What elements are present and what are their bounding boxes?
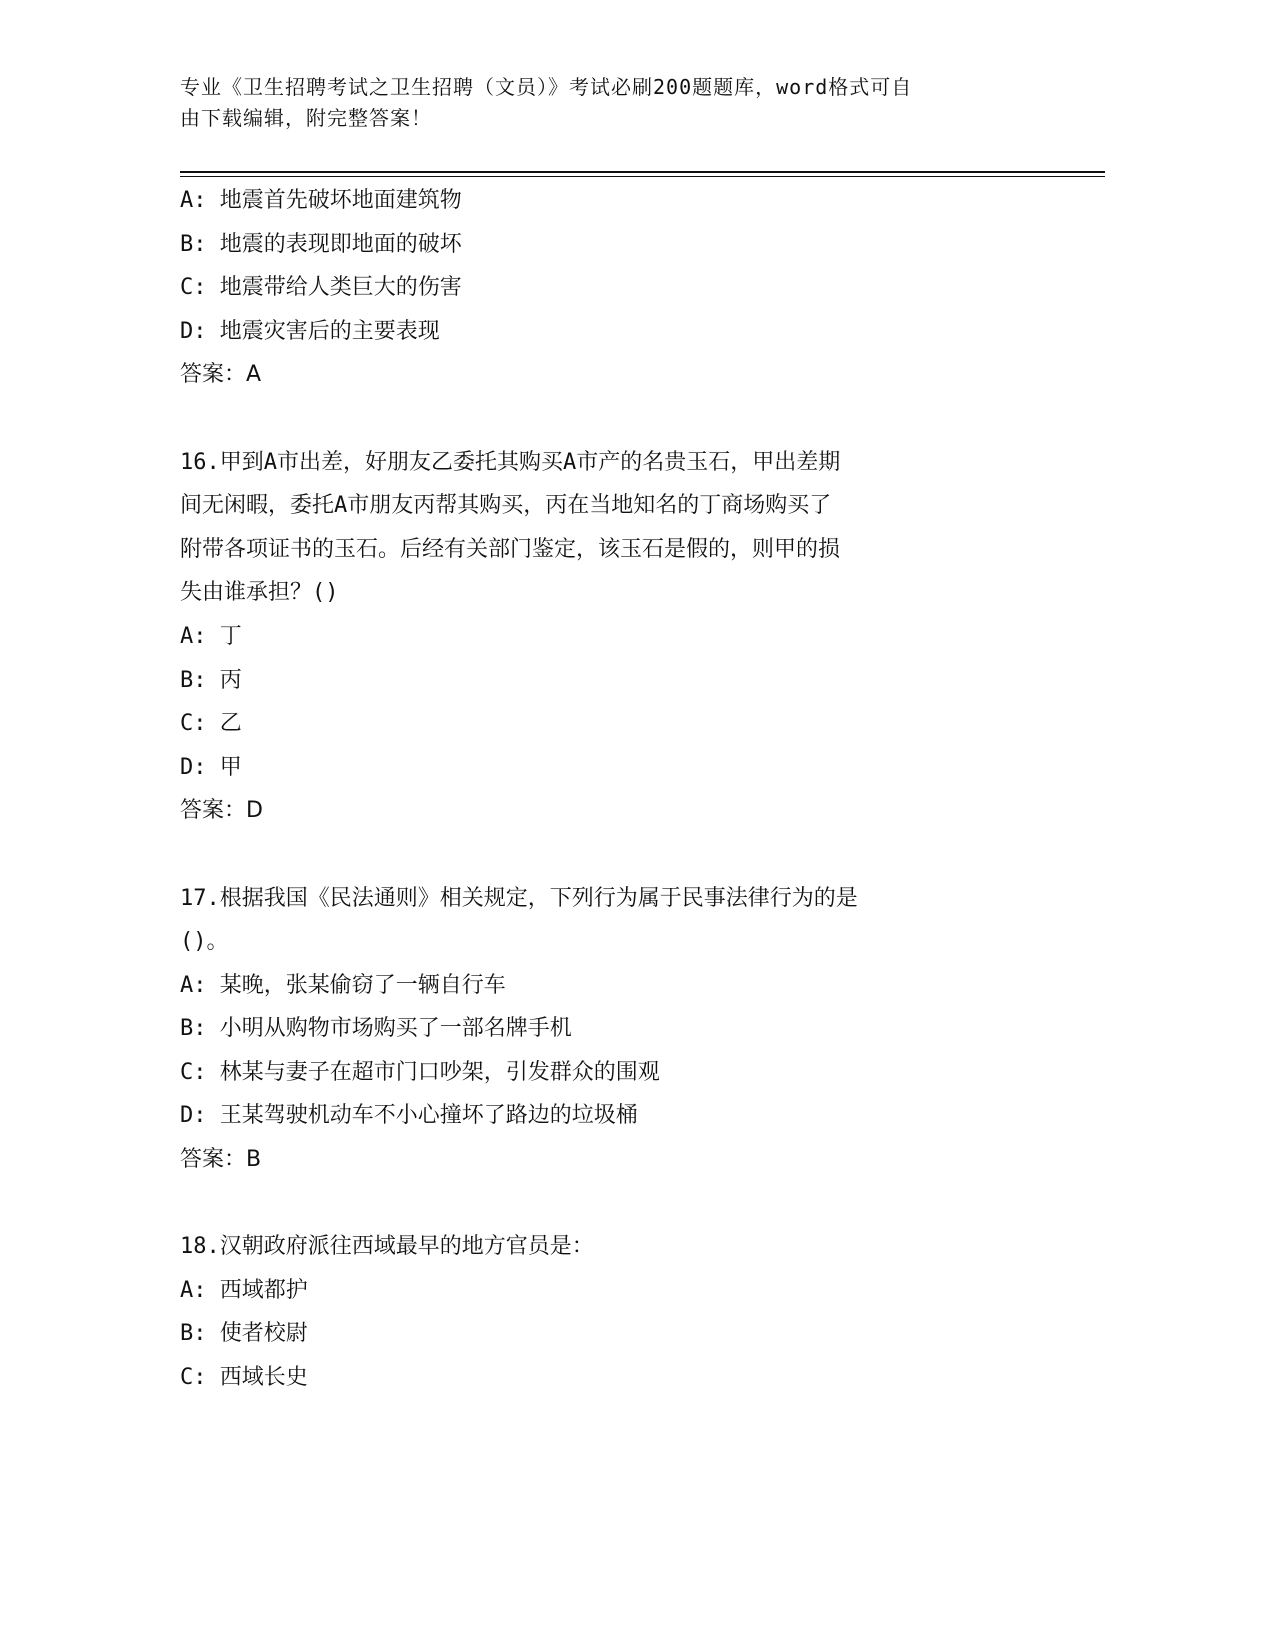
answer-option: A: 地震首先破坏地面建筑物: [180, 188, 462, 213]
answer-option: D: 王某驾驶机动车不小心撞坏了路边的垃圾桶: [180, 1103, 638, 1129]
answer-option: C: 地震带给人类巨大的伤害: [180, 275, 462, 301]
answer-option: D: 地震灾害后的主要表现: [180, 318, 440, 344]
correct-answer: 答案：D: [180, 798, 263, 824]
answer-option: B: 使者校尉: [180, 1321, 308, 1347]
block-spacer: [180, 833, 1080, 877]
question-text-line: 17.根据我国《民法通则》相关规定，下列行为属于民事法律行为的是: [180, 885, 858, 911]
block-spacer: [180, 397, 1080, 441]
answer-option: C: 乙: [180, 711, 242, 737]
question-text-line: 失由谁承担？(): [180, 580, 339, 606]
answer-option: A: 丁: [180, 623, 242, 649]
question-text-line: 附带各项证书的玉石。后经有关部门鉴定，该玉石是假的，则甲的损: [180, 536, 841, 562]
block-spacer: [180, 1182, 1080, 1226]
answer-option: C: 西域长史: [180, 1365, 308, 1391]
correct-answer: 答案：A: [180, 362, 262, 388]
answer-option: A: 某晚，张某偷窃了一辆自行车: [180, 972, 506, 998]
answer-option: B: 小明从购物市场购买了一部名牌手机: [180, 1016, 572, 1042]
question-text-line: 16.甲到A市出差，好朋友乙委托其购买A市产的名贵玉石，甲出差期: [180, 449, 841, 475]
question-list: [180, 179, 1080, 1400]
answer-option: B: 地震的表现即地面的破坏: [180, 231, 462, 257]
answer-option: A: 西域都护: [180, 1277, 308, 1303]
question-text-line: 间无闲暇，委托A市朋友丙帮其购买，丙在当地知名的丁商场购买了: [180, 493, 832, 519]
header-divider-thick: [180, 171, 1105, 173]
question-text-line: 18.汉朝政府派往西域最早的地方官员是：: [180, 1234, 594, 1260]
document-header: [180, 72, 1040, 134]
correct-answer: 答案：B: [180, 1147, 262, 1173]
header-line-2: 由下载编辑，附完整答案！: [180, 106, 432, 130]
answer-option: B: 丙: [180, 667, 242, 693]
header-divider-thin: [180, 176, 1105, 177]
answer-option: C: 林某与妻子在超市门口吵架，引发群众的围观: [180, 1059, 660, 1085]
question-text-line: ()。: [180, 929, 229, 955]
answer-option: D: 甲: [180, 754, 242, 780]
header-line-1: 专业《卫生招聘考试之卫生招聘（文员）》考试必刷200题题库，word格式可自: [180, 75, 913, 99]
